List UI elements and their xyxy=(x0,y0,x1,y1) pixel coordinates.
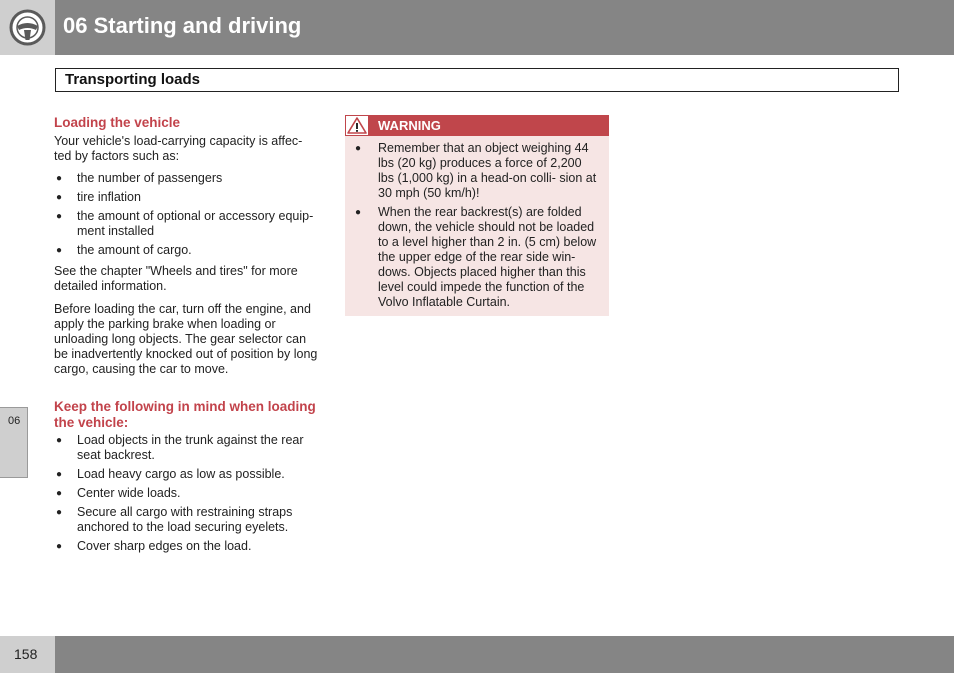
see-chapter-paragraph: See the chapter "Wheels and tires" for more detailed information. xyxy=(54,264,298,293)
footer-bar xyxy=(55,636,954,673)
bullet-icon: ● xyxy=(56,173,63,184)
bullet-icon: ● xyxy=(56,541,63,552)
intro-paragraph: Your vehicle's load-carrying capacity is affec- ted by factors such as: xyxy=(54,134,303,163)
warning-box xyxy=(345,115,609,316)
list-item: ● the amount of cargo. xyxy=(56,243,192,257)
warning-list xyxy=(345,136,609,310)
heading-keep-in-mind: Keep the following in mind when loading the vehicle: xyxy=(54,399,316,430)
heading-loading-the-vehicle: Loading the vehicle xyxy=(54,115,181,130)
list-item: ● Cover sharp edges on the load. xyxy=(56,539,252,553)
list-item: ● tire inflation xyxy=(56,190,141,204)
bullet-icon: ● xyxy=(56,192,63,203)
warning-label: WARNING xyxy=(378,118,441,133)
list-item: ● the amount of optional or accessory equip- ment installed xyxy=(56,209,314,238)
before-loading-paragraph: Before loading the car, turn off the engine, and apply the parking brake when loading or unloading long objects. The gear selector can be inadvertently knocked out of position by long cargo, causing the car to move. xyxy=(54,302,318,376)
bullet-icon: ● xyxy=(56,469,63,480)
list-item: ● Secure all cargo with restraining straps anchored to the load securing eyelets. xyxy=(56,505,293,534)
list-item: ● Center wide loads. xyxy=(56,486,181,500)
bullet-icon: ● xyxy=(56,245,63,256)
list-item: ● Remember that an object weighing 44 lbs (20 kg) produces a force of 2,200 lbs (1,000 kg) in a head-on colli- sion at 30 mph (50 km/h)! xyxy=(355,141,597,200)
chapter-header xyxy=(0,0,954,55)
load-factors-list xyxy=(54,171,322,258)
bullet-icon: ● xyxy=(56,435,63,446)
list-item: ● Load heavy cargo as low as possible. xyxy=(56,467,285,481)
page-number-box xyxy=(0,636,55,673)
list-item: ● When the rear backrest(s) are folded down, the vehicle should not be loaded to a level higher than 2 in. (5 cm) below the upper edge of the rear side win- dows. Objects placed higher than this level could impede the function of the Volvo Inflatable Curtain. xyxy=(355,205,597,309)
steering-wheel-icon xyxy=(9,9,46,46)
section-title: Transporting loads xyxy=(65,71,201,88)
warning-header xyxy=(345,115,609,136)
list-item: ● Load objects in the trunk against the rear seat backrest. xyxy=(56,433,304,462)
bullet-icon: ● xyxy=(56,507,63,518)
bullet-icon: ● xyxy=(56,488,63,499)
section-title-bar xyxy=(55,68,899,92)
bullet-icon: ● xyxy=(355,207,362,218)
chapter-icon-box xyxy=(0,0,55,55)
bullet-icon: ● xyxy=(56,211,63,222)
loading-tips-list xyxy=(54,433,322,554)
bullet-icon: ● xyxy=(355,143,362,154)
warning-icon-box xyxy=(345,115,369,136)
chapter-title: 06 Starting and driving xyxy=(63,13,302,38)
list-item: ● the number of passengers xyxy=(56,171,223,185)
page-number: 158 xyxy=(14,646,38,662)
left-column xyxy=(54,115,322,558)
chapter-side-tab xyxy=(0,407,28,478)
side-tab-label: 06 xyxy=(8,415,21,427)
warning-triangle-icon xyxy=(347,117,367,134)
